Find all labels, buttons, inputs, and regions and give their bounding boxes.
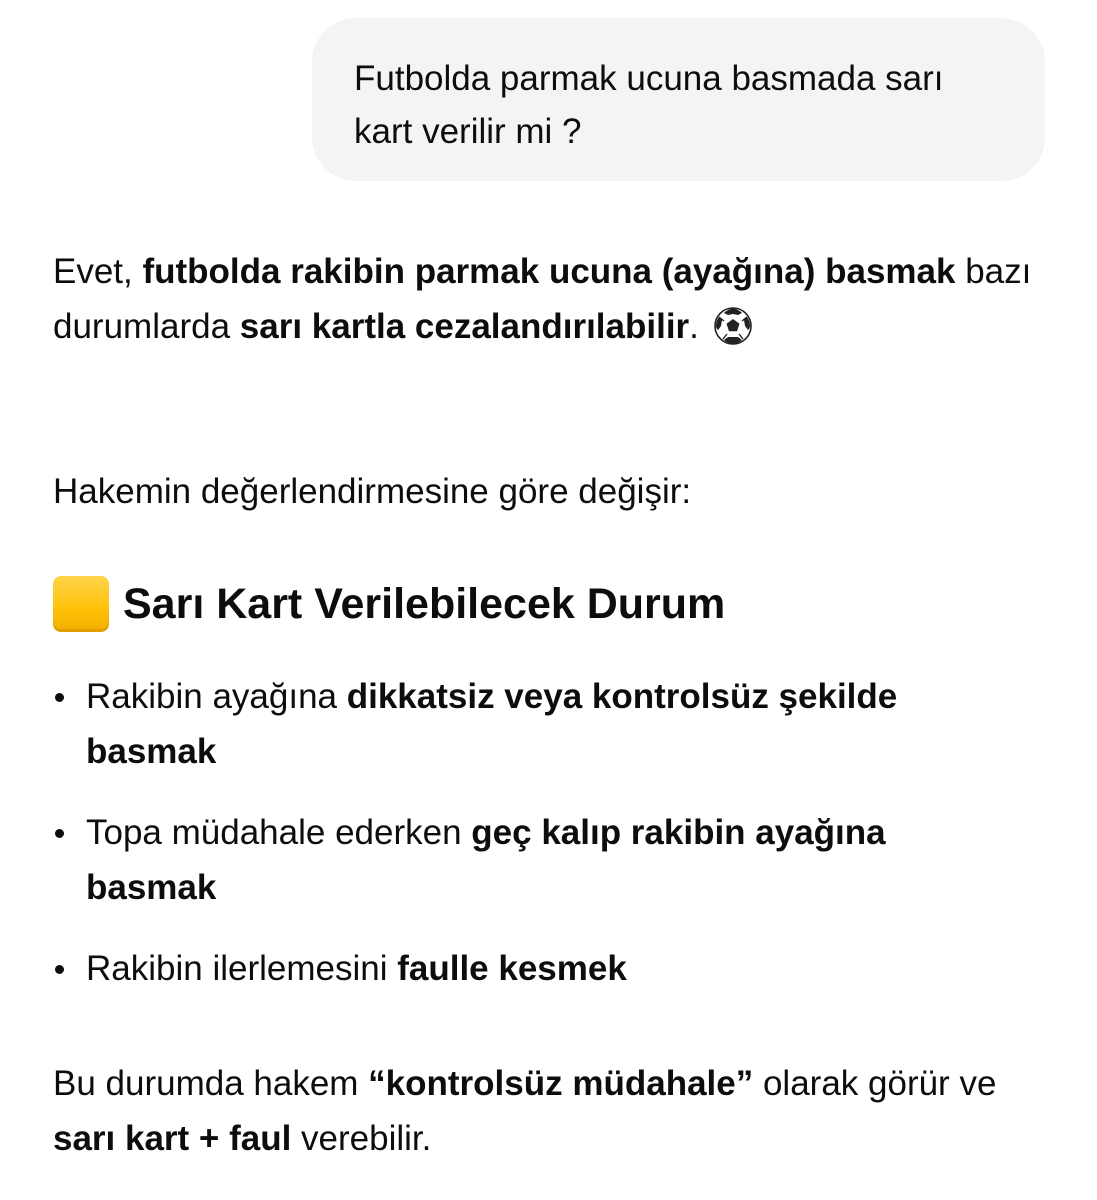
soccer-ball-icon <box>713 306 753 346</box>
intro-text-3: . <box>689 307 709 346</box>
bullet-dot <box>55 829 64 838</box>
section-heading-text: Sarı Kart Verilebilecek Durum <box>123 579 726 628</box>
conclusion-text-2: olarak görür ve <box>753 1064 997 1103</box>
conclusion-bold-2: sarı kart + faul <box>53 1119 292 1158</box>
conclusion-bold-1: “kontrolsüz müdahale” <box>368 1064 754 1103</box>
conclusion-text-3: verebilir. <box>291 1119 432 1158</box>
user-message-text: Futbolda parmak ucuna basmada sarı kart verilir mi ? <box>354 59 944 151</box>
bullet-dot <box>55 693 64 702</box>
intro-text-2: bazı durumlarda <box>53 252 1032 346</box>
list-item-text: Rakibin ayağına <box>86 677 347 716</box>
yellow-square-icon <box>53 576 109 632</box>
list-item-text: Topa müdahale ederken <box>86 813 472 852</box>
conclusion-text-1: Bu durumda hakem <box>53 1064 369 1103</box>
list-item <box>53 941 966 996</box>
list-item-bold: dikkatsiz veya kontrolsüz şekilde basmak <box>86 677 898 771</box>
list-item <box>53 669 966 779</box>
conditions-list <box>53 669 1053 996</box>
bullet-dot <box>55 965 64 974</box>
intro-paragraph <box>53 244 1053 354</box>
intro-bold-1: futbolda rakibin parmak ucuna (ayağına) basmak <box>142 252 956 291</box>
user-message-bubble <box>312 18 1045 181</box>
intro-text-1: Evet, <box>53 252 143 291</box>
intro-bold-2: sarı kartla cezalandırılabilir <box>239 307 690 346</box>
conclusion-paragraph <box>53 1056 1063 1166</box>
list-item-bold: faulle kesmek <box>397 949 627 988</box>
list-item <box>53 805 966 915</box>
section-heading <box>53 572 725 636</box>
list-item-bold: geç kalıp rakibin ayağına basmak <box>86 813 886 907</box>
list-item-text: Rakibin ilerlemesini <box>86 949 398 988</box>
evaluation-line: Hakemin değerlendirmesine göre değişir: <box>53 472 692 511</box>
